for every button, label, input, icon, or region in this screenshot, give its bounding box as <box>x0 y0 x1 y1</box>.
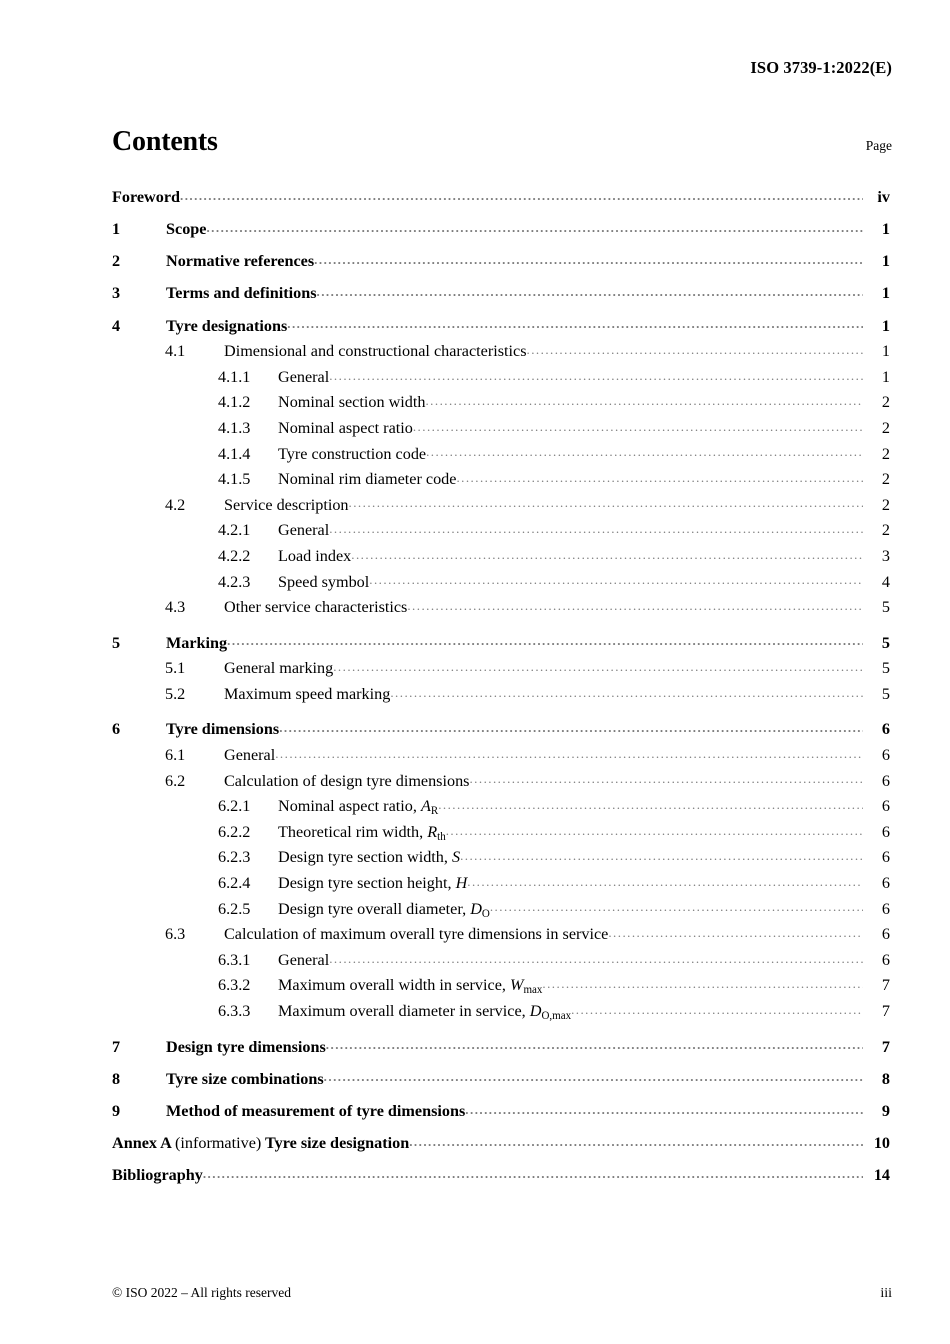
toc-entry-page: 1 <box>881 252 890 271</box>
toc-entry-label: Maximum overall diameter in service, $D_{O,max}$ <box>278 1002 572 1023</box>
toc-entry-page: 2 <box>881 418 890 437</box>
toc-entry-label: Nominal aspect ratio <box>278 418 413 437</box>
toc-dot-leader <box>409 1132 863 1148</box>
toc-dot-leader <box>490 897 863 913</box>
toc-entry[interactable] <box>112 1132 890 1158</box>
toc-entry-label: Tyre designations <box>166 316 288 335</box>
toc-entry[interactable] <box>112 314 890 340</box>
toc-entry-page: 5 <box>881 659 890 678</box>
toc-dot-leader <box>369 570 863 586</box>
toc-entry[interactable] <box>112 872 890 898</box>
toc-dot-leader <box>527 340 863 356</box>
toc-entry[interactable] <box>112 494 890 520</box>
toc-entry-number: 4.1.2 <box>218 393 251 412</box>
toc-entry[interactable] <box>112 340 890 366</box>
toc-entry-label: Marking <box>166 633 228 652</box>
toc-entry-number: 7 <box>112 1037 121 1056</box>
toc-entry-page: 1 <box>881 342 890 361</box>
toc-entry-label: Scope <box>166 220 207 239</box>
toc-entry-label: Dimensional and constructional characteristics <box>224 342 527 361</box>
toc-entry-label: Terms and definitions <box>166 284 317 303</box>
toc-entry-label: Nominal section width <box>278 393 426 412</box>
toc-dot-leader <box>469 769 863 785</box>
toc-entry-number: 6.3.1 <box>218 950 251 969</box>
toc-entry[interactable] <box>112 949 890 975</box>
toc-entry-label: General <box>278 950 330 969</box>
toc-entry[interactable] <box>112 282 890 308</box>
toc-dot-leader <box>571 1000 863 1016</box>
toc-dot-leader <box>446 821 863 837</box>
toc-dot-leader <box>542 974 863 990</box>
toc-entry-page: 6 <box>881 874 890 893</box>
toc-dot-leader <box>329 366 863 382</box>
toc-dot-leader <box>275 744 863 760</box>
toc-entry-number: 4 <box>112 316 121 335</box>
toc-dot-leader <box>467 872 863 888</box>
toc-entry-label: Theoretical rim width, $R_{th}$ <box>278 822 446 843</box>
toc-entry-number: 5.2 <box>165 684 186 703</box>
toc-dot-leader <box>425 391 863 407</box>
toc-entry-number: 6.2.4 <box>218 874 251 893</box>
copyright-notice: © ISO 2022 – All rights reserved <box>112 1285 291 1300</box>
toc-entry[interactable] <box>112 545 890 571</box>
toc-entry-page: 14 <box>873 1165 890 1184</box>
toc-entry-number: 4.2 <box>165 495 186 514</box>
toc-entry-number: 5 <box>112 633 121 652</box>
page-footer <box>112 1285 892 1302</box>
toc-dot-leader <box>460 846 863 862</box>
toc-entry-page: 7 <box>881 976 890 995</box>
toc-entry-label: Tyre construction code <box>278 444 427 463</box>
toc-entry-number: 6.2.5 <box>218 899 251 918</box>
toc-entry-label: General <box>224 746 276 765</box>
toc-entry-number: 6.3.2 <box>218 976 251 995</box>
toc-entry[interactable] <box>112 442 890 468</box>
toc-entry-page: 9 <box>881 1101 890 1120</box>
toc-dot-leader <box>203 1164 863 1180</box>
toc-entry-label: Annex A (informative) Tyre size designation <box>112 1133 410 1152</box>
toc-entry-page: 7 <box>881 1002 890 1020</box>
toc-entry-page: 10 <box>873 1133 890 1152</box>
toc-entry-number: 8 <box>112 1069 121 1088</box>
toc-dot-leader <box>413 417 863 433</box>
page-column-header: Page <box>865 138 892 153</box>
toc-entry-page: 1 <box>881 220 890 239</box>
toc-entry[interactable] <box>112 468 890 494</box>
toc-entry-label: Tyre dimensions <box>166 720 280 739</box>
toc-dot-leader <box>333 657 863 673</box>
toc-dot-leader <box>180 186 863 202</box>
toc-dot-leader <box>407 596 863 612</box>
toc-entry[interactable] <box>112 218 890 244</box>
toc-dot-leader <box>329 949 863 965</box>
toc-entry-page: 2 <box>881 444 890 463</box>
toc-entry-number: 4.1.3 <box>218 418 251 437</box>
toc-entry-number: 4.1.4 <box>218 444 251 463</box>
toc-entry-number: 4.1 <box>165 342 186 361</box>
toc-entry[interactable] <box>112 683 890 709</box>
toc-entry[interactable] <box>112 417 890 443</box>
toc-entry[interactable] <box>112 1068 890 1094</box>
toc-entry-label: General <box>278 521 330 540</box>
toc-dot-leader <box>314 250 863 266</box>
toc-entry-label: Nominal rim diameter code <box>278 470 457 489</box>
toc-entry-label: Nominal aspect ratio, $A_R$ <box>278 797 439 818</box>
contents-title-row <box>112 126 892 158</box>
toc-entry-page: 2 <box>881 521 890 540</box>
toc-entry-page: 6 <box>881 797 890 816</box>
toc-entry-label: Speed symbol <box>278 572 370 591</box>
toc-entry-page: 6 <box>881 720 890 739</box>
toc-entry[interactable] <box>112 250 890 276</box>
toc-entry-number: 6.2.2 <box>218 822 251 841</box>
toc-entry-number: 6.3.3 <box>218 1002 251 1020</box>
toc-dot-leader <box>351 545 863 561</box>
toc-entry[interactable] <box>112 366 890 392</box>
toc-entry-page: 6 <box>881 899 890 918</box>
toc-entry[interactable] <box>112 519 890 545</box>
toc-dot-leader <box>608 923 863 939</box>
toc-entry-page: 6 <box>881 771 890 790</box>
toc-entry-label: General <box>278 367 330 386</box>
document-header-number: ISO 3739-1:2022(E) <box>750 58 892 77</box>
toc-entry-page: 8 <box>881 1069 890 1088</box>
toc-entry[interactable] <box>112 1100 890 1126</box>
toc-entry-label: Load index <box>278 546 352 565</box>
toc-entry-label: Design tyre section height, H <box>278 874 468 893</box>
toc-entry-label: Method of measurement of tyre dimensions <box>166 1101 466 1120</box>
toc-entry-number: 6 <box>112 720 121 739</box>
toc-dot-leader <box>465 1100 863 1116</box>
toc-entry-page: 6 <box>881 822 890 841</box>
toc-entry-number: 4.1.1 <box>218 367 251 386</box>
toc-entry-page: 2 <box>881 495 890 514</box>
toc-entry-label: Other service characteristics <box>224 598 408 617</box>
toc-entry-page: 6 <box>881 848 890 867</box>
toc-entry-number: 6.2.3 <box>218 848 251 867</box>
toc-dot-leader <box>349 494 863 510</box>
toc-entry-page: 6 <box>881 746 890 765</box>
toc-entry-label: Service description <box>224 495 349 514</box>
toc-entry-number: 3 <box>112 284 121 303</box>
toc-entry-label: Maximum overall width in service, $W_{max}$ <box>278 976 543 997</box>
page-folio: iii <box>880 1286 892 1301</box>
toc-entry-number: 5.1 <box>165 659 186 678</box>
toc-dot-leader <box>390 683 863 699</box>
table-of-contents <box>112 186 890 1189</box>
toc-entry-number: 6.1 <box>165 746 186 765</box>
toc-dot-leader <box>324 1068 863 1084</box>
toc-entry-page: 6 <box>881 950 890 969</box>
toc-entry-page: iv <box>877 188 890 207</box>
toc-entry-page: 1 <box>881 284 890 303</box>
toc-entry-page: 5 <box>881 633 890 652</box>
toc-dot-leader <box>438 795 863 811</box>
toc-entry[interactable] <box>112 657 890 683</box>
toc-entry-label: Foreword <box>112 188 181 207</box>
toc-entry[interactable] <box>112 186 890 212</box>
toc-entry-number: 6.2 <box>165 771 186 790</box>
toc-entry-page: 2 <box>881 470 890 489</box>
toc-entry-label: Design tyre overall diameter, $D_O$ <box>278 899 490 920</box>
toc-entry-number: 4.3 <box>165 598 186 617</box>
toc-entry-page: 5 <box>881 598 890 617</box>
toc-entry[interactable] <box>112 718 890 744</box>
toc-entry[interactable] <box>112 1164 890 1190</box>
toc-entry-number: 1 <box>112 220 121 239</box>
toc-entry[interactable] <box>112 923 890 949</box>
toc-entry-number: 4.2.2 <box>218 546 251 565</box>
toc-entry-page: 7 <box>881 1037 890 1056</box>
toc-dot-leader <box>317 282 863 298</box>
toc-entry[interactable] <box>112 821 890 847</box>
toc-entry-page: 4 <box>881 572 890 591</box>
toc-entry-label: Tyre size combinations <box>166 1069 324 1088</box>
toc-entry[interactable] <box>112 744 890 770</box>
toc-entry[interactable] <box>112 391 890 417</box>
toc-entry[interactable] <box>112 632 890 658</box>
toc-entry-number: 2 <box>112 252 121 271</box>
toc-entry-page: 6 <box>881 925 890 944</box>
toc-entry-number: 4.1.5 <box>218 470 251 489</box>
toc-entry[interactable] <box>112 1000 890 1026</box>
toc-entry-label: Design tyre section width, S <box>278 848 461 867</box>
toc-entry[interactable] <box>112 570 890 596</box>
toc-entry-number: 9 <box>112 1101 121 1120</box>
toc-entry-label: Bibliography <box>112 1165 203 1184</box>
toc-dot-leader <box>279 718 863 734</box>
toc-entry-label: Calculation of maximum overall tyre dimensions in service <box>224 925 609 944</box>
page-title: Contents <box>112 126 218 157</box>
toc-dot-leader <box>329 519 863 535</box>
toc-entry[interactable] <box>112 795 890 821</box>
toc-dot-leader <box>456 468 863 484</box>
toc-entry-page: 2 <box>881 393 890 412</box>
toc-entry-number: 6.2.1 <box>218 797 251 816</box>
toc-entry-label: Calculation of design tyre dimensions <box>224 771 470 790</box>
toc-entry-number: 4.2.1 <box>218 521 251 540</box>
toc-entry-page: 5 <box>881 684 890 703</box>
toc-entry-label: Design tyre dimensions <box>166 1037 326 1056</box>
toc-entry[interactable] <box>112 974 890 1000</box>
toc-entry[interactable] <box>112 897 890 923</box>
toc-dot-leader <box>287 314 863 330</box>
toc-entry[interactable] <box>112 596 890 622</box>
toc-entry-label: General marking <box>224 659 334 678</box>
toc-entry-number: 4.2.3 <box>218 572 251 591</box>
toc-dot-leader <box>206 218 863 234</box>
toc-entry[interactable] <box>112 846 890 872</box>
toc-entry[interactable] <box>112 1035 890 1061</box>
toc-dot-leader <box>326 1035 863 1051</box>
toc-dot-leader <box>227 632 863 648</box>
toc-entry-label: Maximum speed marking <box>224 684 391 703</box>
toc-entry-page: 3 <box>881 546 890 565</box>
toc-entry[interactable] <box>112 769 890 795</box>
toc-entry-page: 1 <box>881 367 890 386</box>
toc-entry-page: 1 <box>881 316 890 335</box>
toc-dot-leader <box>426 442 863 458</box>
toc-entry-label: Normative references <box>166 252 315 271</box>
toc-entry-number: 6.3 <box>165 925 186 944</box>
